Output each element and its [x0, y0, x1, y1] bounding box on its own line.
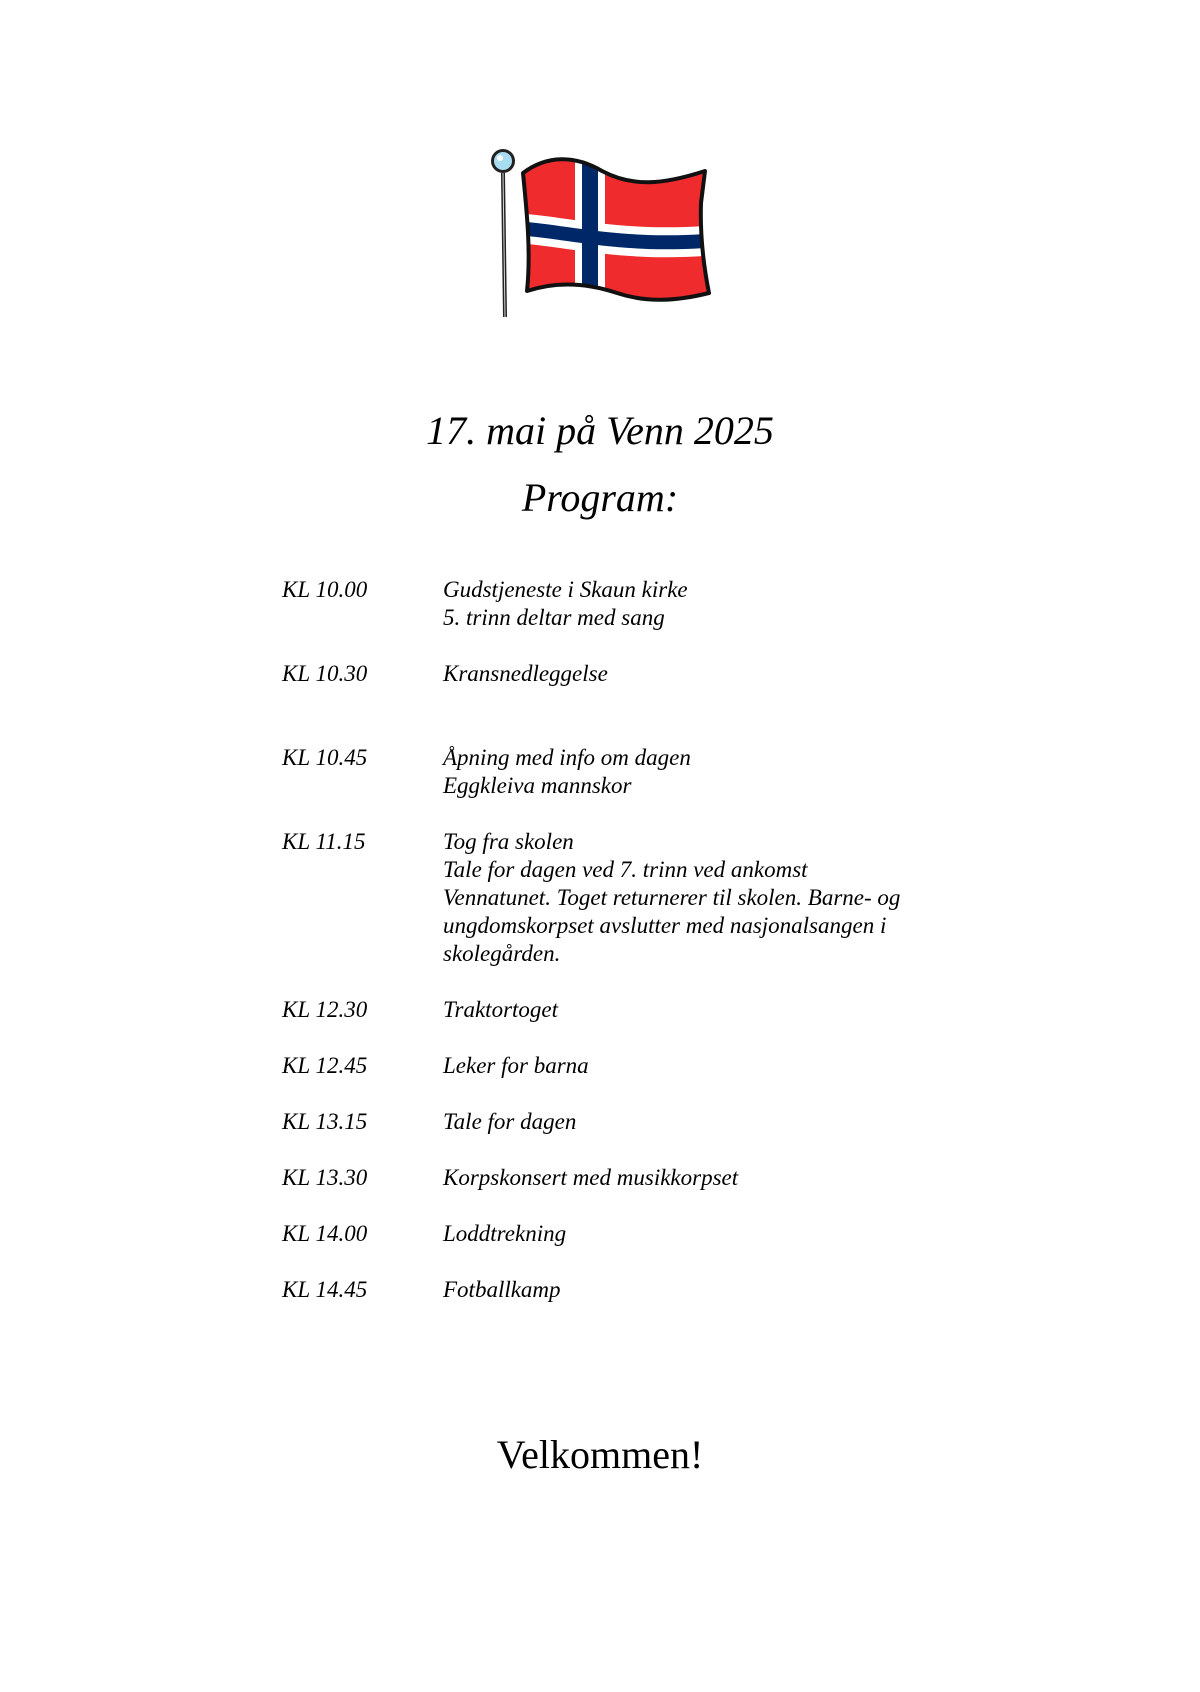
program-description-line: skolegården.	[443, 941, 561, 966]
program-description-line: 5. trinn deltar med sang	[443, 605, 665, 630]
program-time: KL 10.00	[282, 577, 368, 602]
program-description-line: Fotballkamp	[443, 1277, 561, 1302]
page-title: 17. mai på Venn 2025	[426, 408, 774, 453]
program-description-line: Tale for dagen ved 7. trinn ved ankomst	[443, 857, 808, 882]
program-description-line: Eggkleiva mannskor	[443, 773, 632, 798]
program-time: KL 14.00	[282, 1221, 368, 1246]
program-time: KL 14.45	[282, 1277, 368, 1302]
program-description	[443, 1276, 943, 1304]
program-description	[443, 1052, 943, 1080]
program-description	[443, 828, 943, 968]
norwegian-flag-icon	[487, 143, 717, 323]
program-description-line: ungdomskorpset avslutter med nasjonalsangen i	[443, 913, 887, 938]
program-description	[443, 1220, 943, 1248]
program-description-line: Tale for dagen	[443, 1109, 577, 1134]
program-heading: Program:	[521, 475, 679, 520]
program-description-line: Kransnedleggelse	[443, 661, 608, 686]
program-description	[443, 1164, 943, 1192]
program-description	[443, 660, 943, 688]
program-time: KL 11.15	[282, 829, 366, 854]
program-description-line: Leker for barna	[443, 1053, 589, 1078]
program-time: KL 12.30	[282, 997, 368, 1022]
program-time: KL 13.15	[282, 1109, 368, 1134]
program-time: KL 12.45	[282, 1053, 368, 1078]
program-description	[443, 744, 943, 800]
welcome-message: Velkommen!	[496, 1432, 704, 1477]
program-description-line: Gudstjeneste i Skaun kirke	[443, 577, 688, 602]
program-time: KL 10.45	[282, 745, 368, 770]
program-description-line: Vennatunet. Toget returnerer til skolen. Barne- og	[443, 885, 901, 910]
program-description	[443, 996, 943, 1024]
program-description-line: Traktortoget	[443, 997, 559, 1022]
flag-illustration	[487, 143, 717, 323]
program-description-line: Tog fra skolen	[443, 829, 574, 854]
program-description-line: Loddtrekning	[443, 1221, 567, 1246]
program-time: KL 10.30	[282, 661, 368, 686]
program-description-line: Korpskonsert med musikkorpset	[443, 1165, 739, 1190]
program-description	[443, 1108, 943, 1136]
program-time: KL 13.30	[282, 1165, 368, 1190]
program-description	[443, 576, 943, 632]
program-description-line: Åpning med info om dagen	[443, 745, 691, 770]
